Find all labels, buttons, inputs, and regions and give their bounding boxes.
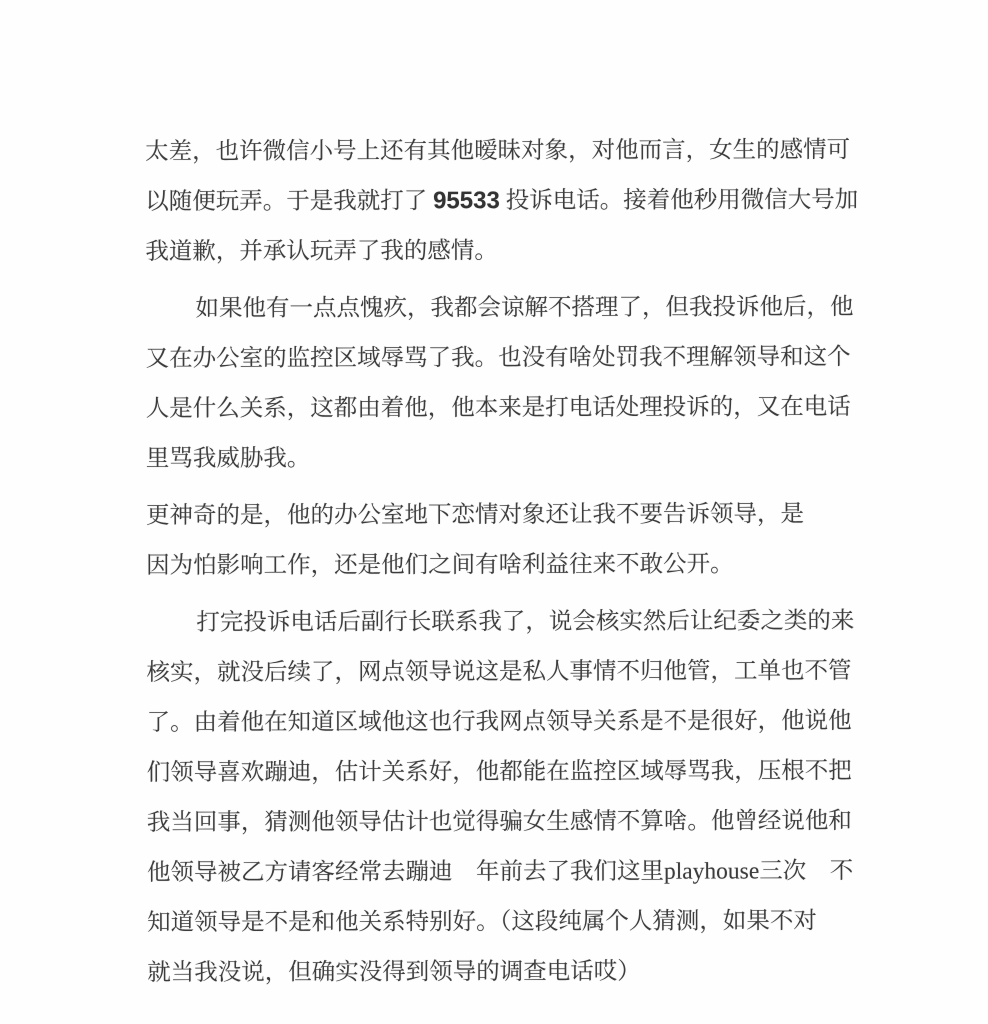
text-line bbox=[145, 175, 865, 227]
text-line bbox=[146, 489, 866, 541]
text-segment: 我当回事，猜测他领导估计也觉得骗女生感情不算啥。他曾经说他和 bbox=[146, 808, 852, 836]
text-segment: 知道领导是不是和他关系特别好。（这段纯属个人猜测，如果不对 bbox=[147, 908, 817, 936]
text-segment: 里骂我威胁我。 bbox=[145, 445, 311, 472]
text-line bbox=[146, 332, 866, 384]
text-segment: 我道歉，并承认玩弄了我的感情。 bbox=[145, 238, 498, 265]
text-segment: 更神奇的是，他的办公室地下恋情对象还让我不要告诉领导，是 bbox=[145, 501, 805, 529]
text-line bbox=[146, 382, 866, 434]
paragraph bbox=[145, 125, 865, 277]
text-line bbox=[146, 432, 866, 484]
text-segment: 投诉电话。接着他秒用微信大号加 bbox=[499, 187, 859, 215]
text-line bbox=[146, 539, 866, 591]
text-segment: 太差，也许微信小号上还有其他暧昧对象，对他而言，女生的感情可 bbox=[145, 137, 851, 165]
text-segment: 人是什么关系，这都由着他，他本来是打电话处理投诉的，又在电话 bbox=[145, 394, 851, 422]
text-line bbox=[145, 282, 865, 334]
paragraph bbox=[145, 282, 866, 484]
document-page bbox=[145, 125, 867, 998]
text-line bbox=[146, 596, 866, 648]
text-segment: 又在办公室的监控区域辱骂了我。也没有啥处罚我不理解领导和这个 bbox=[145, 344, 851, 372]
text-segment: 就当我没说，但确实没得到领导的调查电话哎） bbox=[147, 958, 641, 986]
text-line bbox=[147, 846, 867, 898]
text-segment: 了。由着他在知道区域他这也行我网点领导关系是不是很好，他说他 bbox=[146, 708, 852, 736]
text-line bbox=[145, 225, 865, 277]
text-line bbox=[146, 646, 866, 698]
text-line bbox=[145, 125, 865, 177]
highlighted-number: 95533 bbox=[433, 187, 500, 215]
paragraph bbox=[146, 489, 866, 591]
text-segment: 们领导喜欢蹦迪，估计关系好，他都能在监控区域辱骂我，压根不把 bbox=[146, 758, 852, 786]
paragraph bbox=[146, 596, 867, 998]
text-segment: 他领导被乙方请客经常去蹦迪 年前去了我们这里playhouse三次 不 bbox=[146, 858, 854, 886]
text-segment: 打完投诉电话后副行长联系我了，说会核实然后让纪委之类的来 bbox=[196, 608, 855, 636]
text-line bbox=[147, 896, 867, 948]
text-line bbox=[147, 796, 867, 848]
text-segment: 如果他有一点点愧疚，我都会谅解不搭理了，但我投诉他后，他 bbox=[195, 294, 854, 322]
text-line bbox=[147, 946, 867, 998]
text-segment: 核实，就没后续了，网点领导说这是私人事情不归他管，工单也不管 bbox=[146, 658, 852, 686]
text-segment: 以随便玩弄。于是我就打了 bbox=[145, 188, 434, 215]
text-line bbox=[146, 696, 866, 748]
text-line bbox=[147, 746, 867, 798]
text-segment: 因为怕影响工作，还是他们之间有啥利益往来不敢公开。 bbox=[146, 551, 734, 579]
